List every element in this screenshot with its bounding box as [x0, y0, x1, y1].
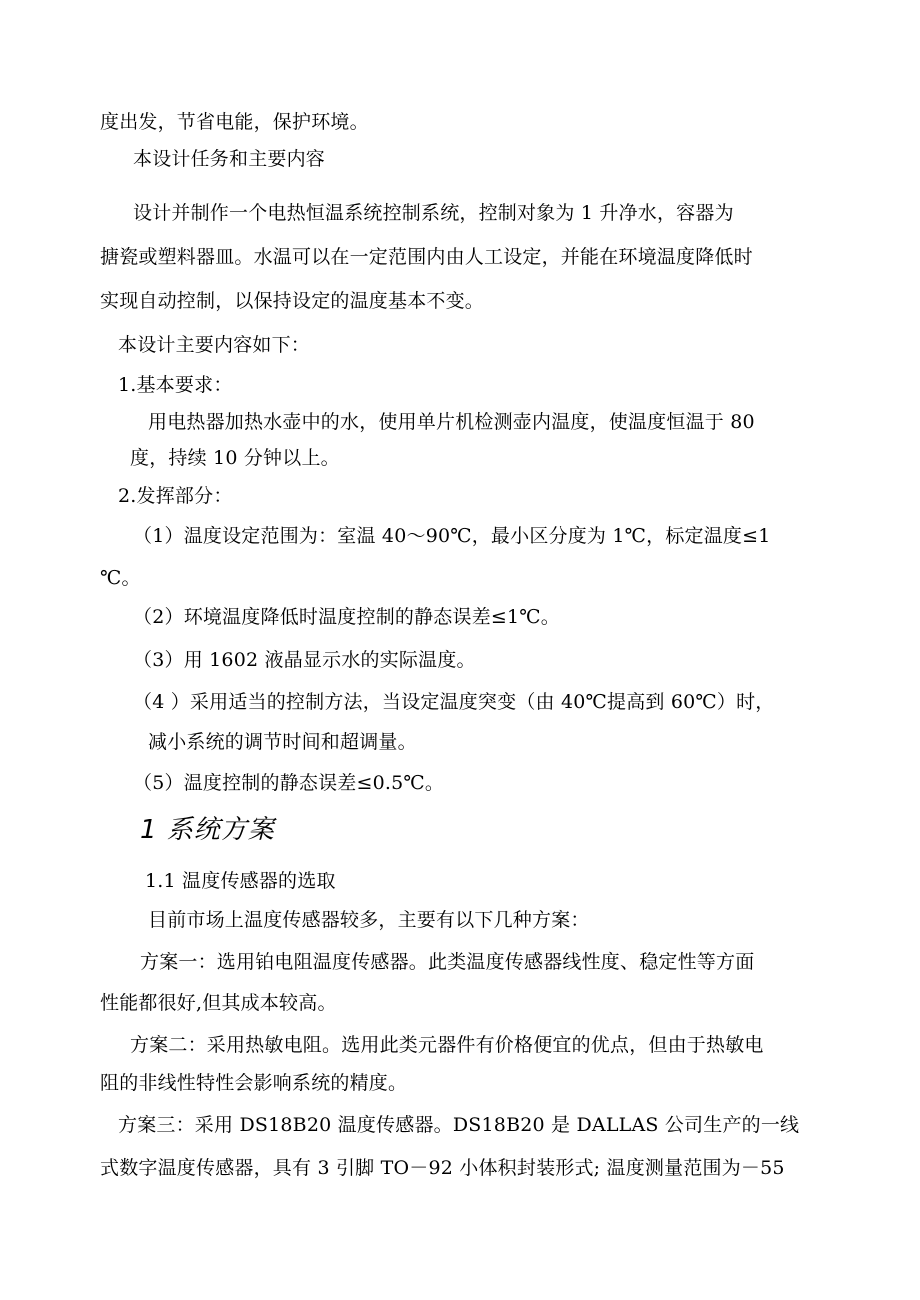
list-item: （4 ）采用适当的控制方法，当设定温度突变（由 40℃提高到 60℃）时，: [133, 691, 775, 713]
text-line: 阻的非线性特性会影响系统的精度。: [100, 1072, 408, 1094]
text-line: 方案三：采用 DS18B20 温度传感器。DS18B20 是 DALLAS 公司生产的一线: [118, 1114, 800, 1136]
text-line: 方案一：选用铂电阻温度传感器。此类温度传感器线性度、稳定性等方面: [140, 951, 755, 973]
text-line: 用电热器加热水壶中的水，使用单片机检测壶内温度，使温度恒温于 80: [148, 411, 755, 433]
list-item: （2）环境温度降低时温度控制的静态误差≤1℃。: [133, 606, 560, 628]
text-line: 度，持续 10 分钟以上。: [130, 447, 340, 469]
text-line: ℃。: [100, 567, 141, 589]
text-line: 式数字温度传感器，具有 3 引脚 TO－92 小体积封装形式; 温度测量范围为－55: [100, 1157, 785, 1179]
text-line: 减小系统的调节时间和超调量。: [148, 731, 417, 753]
section-title-task: 本设计任务和主要内容: [133, 148, 326, 170]
section-heading: 1 系统方案: [140, 815, 275, 845]
text-line: 设计并制作一个电热恒温系统控制系统，控制对象为 1 升净水，容器为: [133, 202, 734, 224]
list-heading-basic: 1.基本要求：: [118, 374, 233, 396]
list-heading-extended: 2.发挥部分：: [118, 485, 233, 507]
text-line: 性能都很好,但其成本较高。: [100, 992, 337, 1014]
text-line: 实现自动控制，以保持设定的温度基本不变。: [100, 290, 485, 312]
list-item: （3）用 1602 液晶显示水的实际温度。: [133, 649, 476, 671]
list-item: （1）温度设定范围为：室温 40～90℃，最小区分度为 1℃，标定温度≤1: [133, 525, 771, 547]
text-line: 目前市场上温度传感器较多，主要有以下几种方案：: [148, 909, 590, 931]
text-line: 方案二：采用热敏电阻。选用此类元器件有价格便宜的优点，但由于热敏电: [130, 1034, 764, 1056]
text-line: 本设计主要内容如下：: [118, 334, 311, 356]
list-item: （5）温度控制的静态误差≤0.5℃。: [133, 772, 445, 794]
subsection-heading: 1.1 温度传感器的选取: [145, 870, 336, 892]
text-line: 度出发，节省电能，保护环境。: [100, 111, 369, 133]
text-line: 搪瓷或塑料器皿。水温可以在一定范围内由人工设定，并能在环境温度降低时: [100, 246, 753, 268]
